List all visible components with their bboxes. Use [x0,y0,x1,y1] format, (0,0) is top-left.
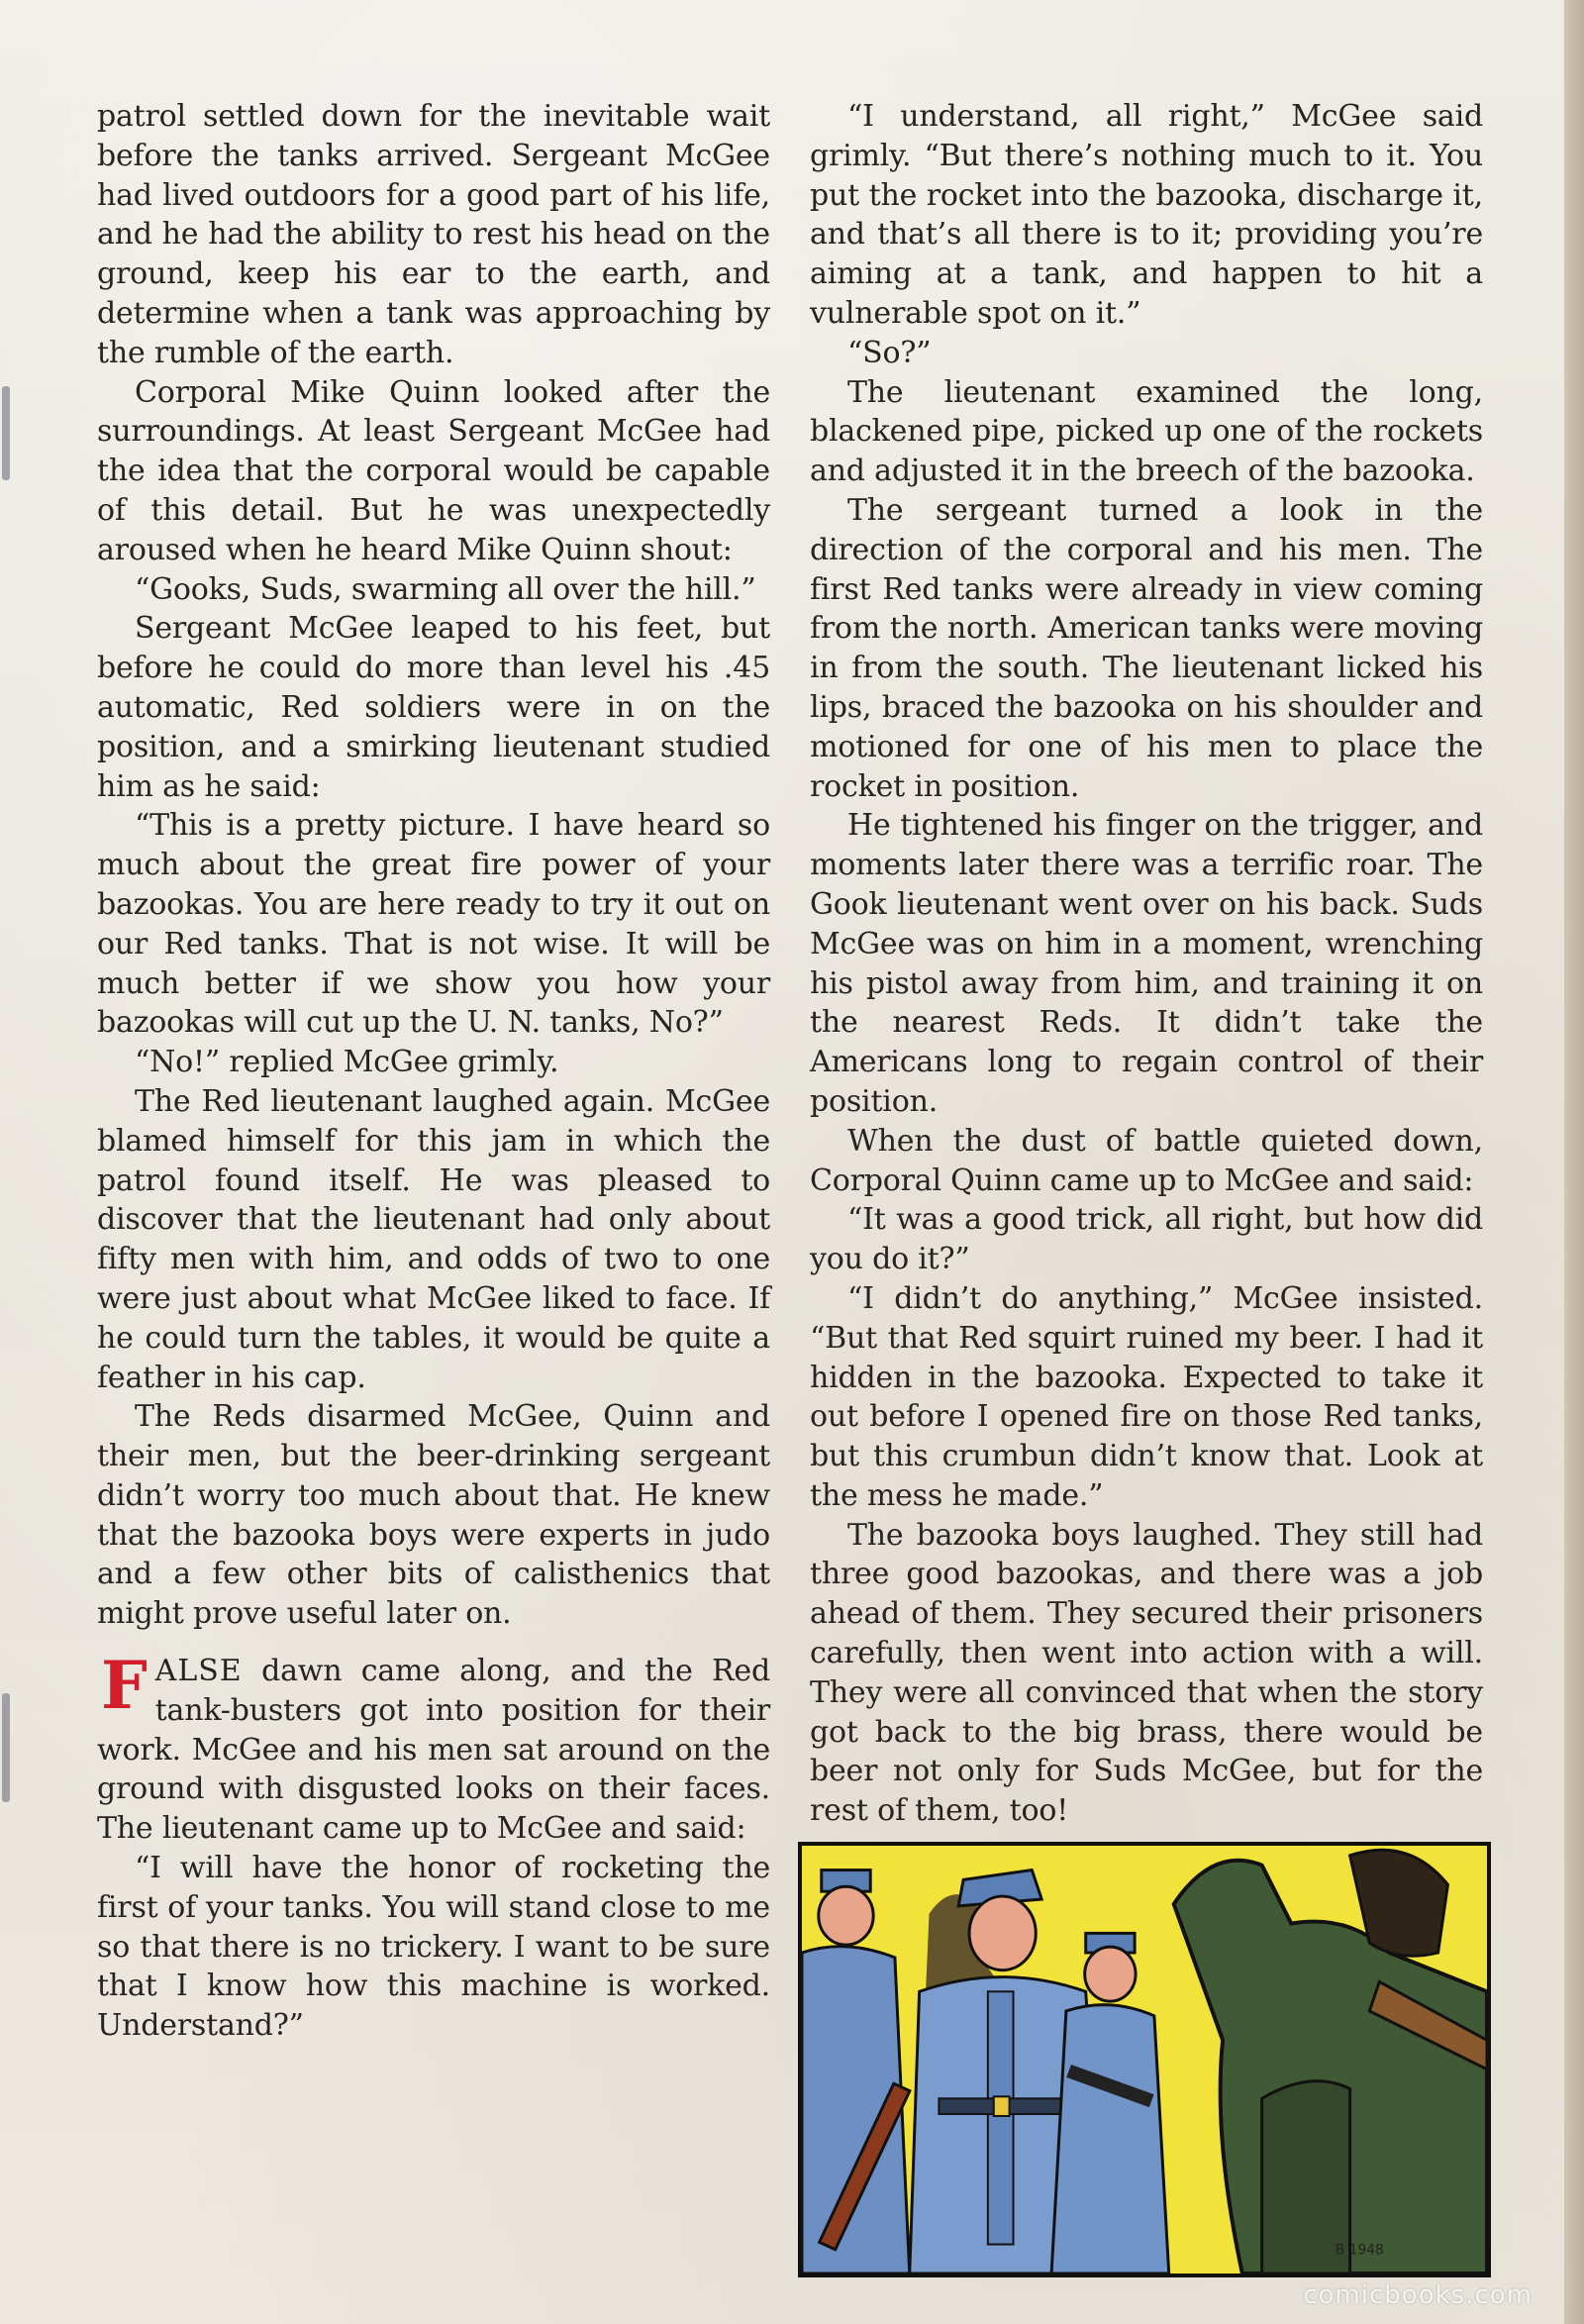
staple-mark-bottom [2,1693,10,1802]
paragraph: The Red lieutenant laughed again. McGee blamed himself for this jam in which the patrol found itself. He was pleased to discover that the lieutenant had only about fifty men with him, and odds of two to one were just about what McGee liked to face. If he could turn the tables, it would be quite a feather in his cap. [97,1083,770,1395]
staple-mark-top [2,386,10,480]
artist-signature: B 1948 [1335,2242,1384,2259]
paragraph: patrol settled down for the inevitable wait before the tanks arrived. Sergeant McGee had lived outdoors for a good part of his life, and he had the ability to rest his head on the ground, keep his ear to the earth, and determine when a tank was approaching by the rumble of the earth. [97,99,770,370]
paragraph: “It was a good trick, all right, but how did you do it?” [810,1202,1483,1277]
paragraph: “I understand, all right,” McGee said grimly. “But there’s nothing much to it. You put the rocket into the bazooka, discharge it, and that’s all there is to it; providing you’re aiming at a tank, and happen to hit a vulnerable spot on it.” [810,99,1483,331]
paragraph: “Gooks, Suds, swarming all over the hill.” [135,571,756,607]
paragraph: Corporal Mike Quinn looked after the surroundings. At least Sergeant McGee had the idea that the corporal would be capable of this detail. But he was unexpectedly aroused when he heard Mike Quinn shout: [97,374,770,567]
paragraph: The Reds disarmed McGee, Quinn and their men, but the beer-drinking sergeant didn’t worry too much about that. He knew that the bazooka boys were experts in judo and a few other bits of calisthenics that might prove useful later on. [97,1399,770,1632]
section-opening-paragraph [97,1647,770,1849]
paragraph: The sergeant turned a look in the direction of the corporal and his men. The first Red tanks were already in view coming from the north. American tanks were moving in from the south. The lieutenant licked his lips, braced the bazooka on his shoulder and motioned for one of his men to place the rocket in position. [810,492,1483,804]
comic-illustration-panel [798,1842,1491,2277]
site-watermark: comicbooks.com [1303,2280,1533,2310]
paragraph: “I will have the honor of rocketing the first of your tanks. You will stand close to me so that there is no trickery. I want to be sure that I know how this machine is worked. Understand?” [97,1851,770,2044]
paragraph: Sergeant McGee leaped to his feet, but before he could do more than level his .45 automatic, Red soldiers were in on the position, and a smirking lieutenant studied him as he said: [97,611,770,804]
paragraph: The bazooka boys laughed. They still had three good bazookas, and there was a job ahead of them. They secured their prisoners carefully, then went into action with a will. They were all convinced that when the story got back to the big brass, there would be beer not only for Suds McGee, but for the rest of them, too! [810,1517,1483,1829]
paragraph: He tightened his finger on the trigger, and moments later there was a terrific roar. The Gook lieutenant went over on his back. Suds McGee was on him in a moment, wrenching his pistol away from him, and training it on the nearest Reds. It didn’t take the Americans long to regain control of their position. [810,808,1483,1119]
section-text: dawn came along, and the Red tank-busters got into position for their work. McGee and his men sat around on the ground with disgusted looks on their faces. The lieutenant came up to McGee and said: [97,1654,770,1847]
paragraph: The lieutenant examined the long, blackened pipe, picked up one of the rockets and adjusted it in the breech of the bazooka. [810,374,1483,489]
paragraph: “No!” replied McGee grimly. [135,1045,559,1080]
right-text-column [810,97,1483,1831]
paragraph: “This is a pretty picture. I have heard so much about the great fire power of your bazookas. You are here ready to try it out on our Red tanks. That is not wise. It will be much better if we show you how your bazookas will cut up the U. N. tanks, No?” [97,808,770,1041]
left-text-column [97,97,770,2046]
paragraph: “I didn’t do anything,” McGee insisted. “But that Red squirt ruined my beer. I had it hidden in the bazooka. Expected to take it out before I opened fire on those Red tanks, but this crumbun didn’t know that. Look at the mess he made.” [810,1280,1483,1513]
paragraph: “So?” [847,335,932,370]
section-lead-word: ALSE [154,1654,243,1689]
paragraph: When the dust of battle quieted down, Corporal Quinn came up to McGee and said: [810,1123,1483,1198]
drop-cap-letter: F [101,1647,148,1725]
page-edge [1564,0,1584,2324]
soldiers-illustration [802,1846,1487,2273]
